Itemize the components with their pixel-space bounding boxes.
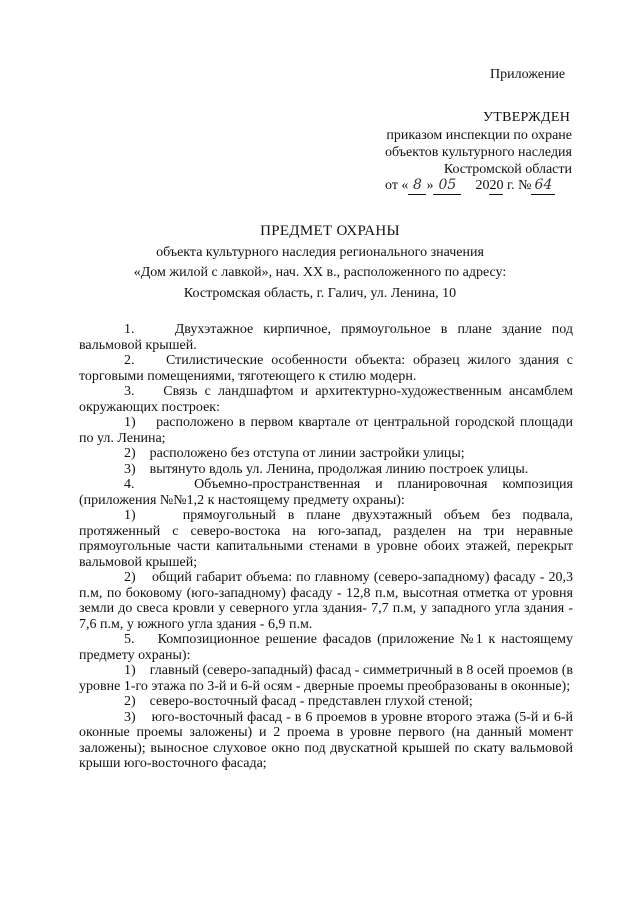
- paragraph-2: 2. Стилистические особенности объекта: образец жилого здания с торговыми помещениями, тяготеющего к стилю модерн.: [79, 353, 577, 384]
- paragraph-5-item-1: 1) главный (северо-западный) фасад - симметричный в 8 осей проемов (в уровне 1-го этажа по 3-й и 6-й осям - дверные проемы преобразованы в оконные);: [79, 663, 577, 694]
- order-date-line: [385, 177, 555, 195]
- paragraph-5-item-2: 2) северо-восточный фасад - представлен глухой стеной;: [124, 694, 473, 709]
- paragraph-1: 1. Двухэтажное кирпичное, прямоугольное в плане здание под вальмовой крышей.: [79, 322, 577, 353]
- paragraph-3: 3. Связь с ландшафтом и архитектурно-художественным ансамблем окружающих построек:: [79, 384, 577, 415]
- paragraph-4-item-1: 1) прямоугольный в плане двухэтажный объем без подвала, протяженный с северо-востока на юго-запад, разделен на три неравные прямоугольные части капитальными стенами в уровне обоих этажей, перекрыт вальмовой крышей;: [79, 508, 577, 570]
- document-body: [79, 322, 577, 772]
- paragraph-4-item-2: 2) общий габарит объема: по главному (северо-западному) фасаду - 20,3 п.м, по боковому (юго-западному) фасаду - 12,8 п.м, высотная отметка от уровня земли до свеса кровли у северного угла здания- 7,7 п.м, у западного угла здания - 7,6 п.м, у южного угла здания - 6,9 п.м.: [79, 570, 577, 632]
- date-year-suf: 20: [489, 178, 504, 193]
- title-subline-3: Костромская область, г. Галич, ул. Ленина, 10: [183, 286, 457, 301]
- appendix-label: Приложение: [490, 67, 566, 82]
- date-day: 8: [408, 177, 426, 195]
- paragraph-5: 5. Композиционное решение фасадов (приложение №1 к настоящему предмету охраны):: [79, 632, 577, 663]
- paragraph-4: 4. Объемно-пространственная и планировочная композиция (приложения №№1,2 к настоящему предмету охраны):: [79, 477, 577, 508]
- approved-label: УТВЕРЖДЕН: [483, 110, 571, 125]
- title-subline-2: «Дом жилой с лавкой», нач. XX в., расположенного по адресу:: [133, 265, 507, 280]
- paragraph-3-item-2: 2) расположено без отступа от линии застройки улицы;: [124, 446, 465, 461]
- date-suffix: г. №: [503, 178, 532, 193]
- approval-line-2: объектов культурного наследия: [384, 145, 572, 160]
- document-title: ПРЕДМЕТ ОХРАНЫ: [260, 223, 400, 239]
- paragraph-3-item-3: 3) вытянуто вдоль ул. Ленина, продолжая линию построек улицы.: [124, 461, 529, 477]
- date-prefix: от «: [385, 178, 409, 193]
- approval-line-1: приказом инспекции по охране: [386, 128, 572, 143]
- approval-line-3: Костромской области: [443, 162, 572, 177]
- paragraph-3-item-1: 1) расположено в первом квартале от центральной городской площади по ул. Ленина;: [79, 415, 577, 446]
- title-subline-1: объекта культурного наследия регионального значения: [156, 245, 484, 260]
- paragraph-5-item-3: 3) юго-восточный фасад - в 6 проемов в уровне второго этажа (5-й и 6-й оконные проемы заложены) и 2 проема в уровне первого (на данный момент заложены); выносное слуховое окно под двускатной крышей по скату вальмовой крыши юго-восточного фасада;: [79, 709, 577, 771]
- date-month: 05: [433, 177, 461, 195]
- date-year-pre: 20: [475, 178, 490, 193]
- date-mid: »: [426, 178, 434, 193]
- order-number: 64: [531, 177, 555, 195]
